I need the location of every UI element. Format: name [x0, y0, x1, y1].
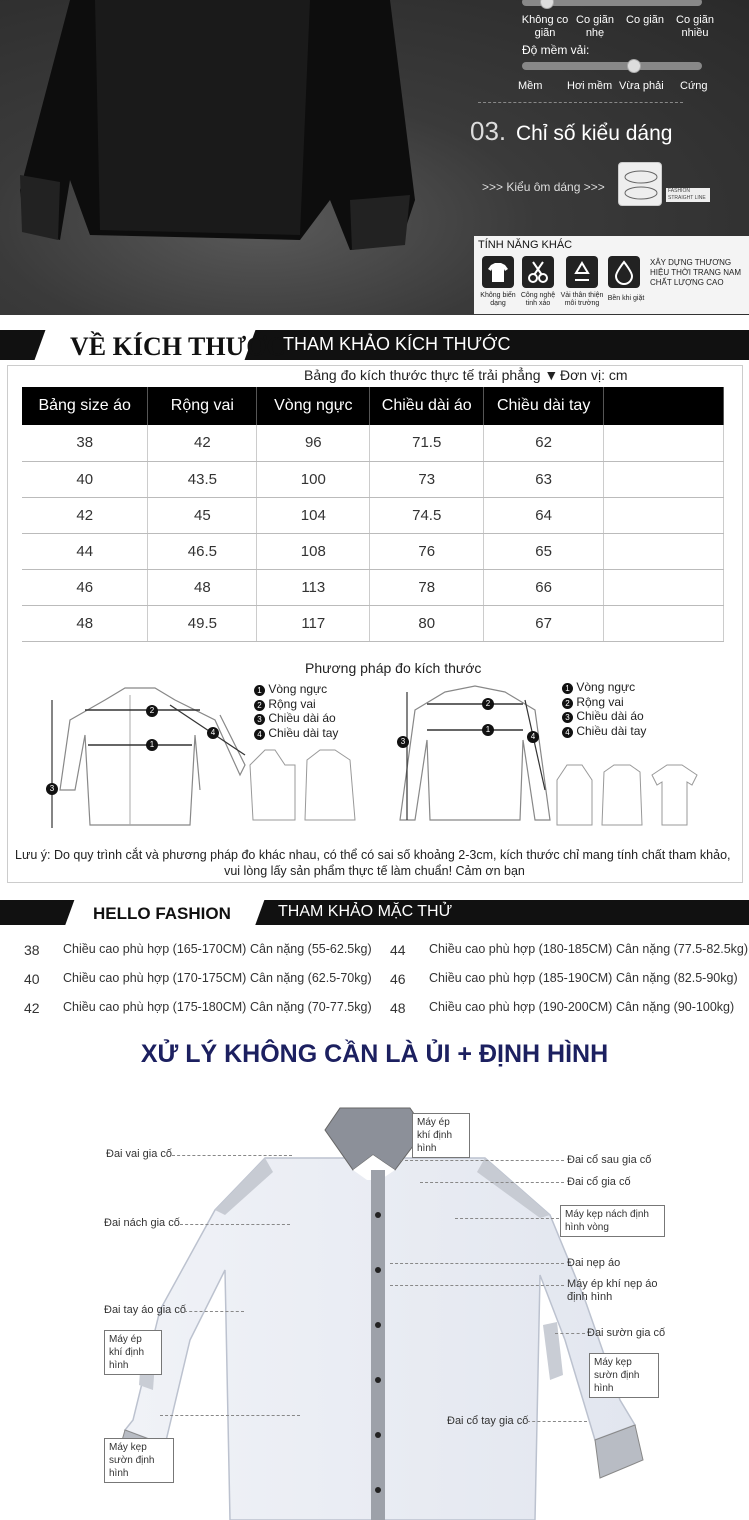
- table-row: [22, 569, 724, 605]
- table-cell: 45: [148, 497, 257, 533]
- table-cell: 46: [22, 569, 148, 605]
- table-row: [22, 605, 724, 641]
- table-cell: 76: [370, 533, 484, 569]
- line-cuff: [527, 1421, 587, 1422]
- hero-banner: [0, 0, 749, 315]
- line-side-seam: [555, 1333, 585, 1334]
- table-cell: 48: [22, 605, 148, 641]
- shirt-measure-diagram: [40, 680, 250, 830]
- fit-header-right-title: THAM KHẢO MẶC THỬ: [278, 903, 453, 920]
- section-title: Chỉ số kiểu dáng: [516, 122, 673, 145]
- table-row: [22, 425, 724, 461]
- hero-divider: [478, 102, 683, 103]
- dark-shirt-image: [0, 0, 470, 280]
- size-header-left-title: VỀ KÍCH THƯỚC: [70, 332, 286, 361]
- line-sleeve: [184, 1311, 244, 1312]
- table-cell: [604, 569, 724, 605]
- measure-item: Chiều dài tay: [268, 725, 339, 740]
- softness-label-soft: Mềm: [518, 80, 543, 92]
- label-placket: Đai nẹp áo: [567, 1257, 621, 1269]
- table-row: [22, 497, 724, 533]
- fit-label: >>> Kiểu ôm dáng >>>: [482, 180, 605, 194]
- table-cell: [604, 425, 724, 461]
- size-caption: Bảng đo kích thước thực tế trải phẳng ▼: [304, 367, 559, 383]
- table-cell: 108: [257, 533, 370, 569]
- measure-dot-2: 2: [146, 705, 158, 717]
- col-header: Vòng ngực: [257, 387, 370, 425]
- table-cell: 104: [257, 497, 370, 533]
- line-shoulder: [172, 1155, 292, 1156]
- table-cell: 100: [257, 461, 370, 497]
- fit-diagram-icon: [618, 162, 662, 206]
- table-cell: 78: [370, 569, 484, 605]
- table-cell: 46.5: [148, 533, 257, 569]
- shirt-icon: [482, 256, 514, 288]
- table-cell: 117: [257, 605, 370, 641]
- process-title: XỬ LÝ KHÔNG CẦN LÀ ỦI + ĐỊNH HÌNH: [140, 1040, 609, 1068]
- label-armhole-clamp: Máy kẹp nách định hình vòng: [560, 1205, 665, 1237]
- label-cuff: Đai cổ tay gia cố: [447, 1415, 529, 1427]
- col-header: [604, 387, 724, 425]
- fit-weight: Cân nặng (77.5-82.5kg): [616, 942, 749, 956]
- fit-height: Chiều cao phù hợp (175-180CM): [63, 1000, 247, 1014]
- measure-list-right: 1 Vòng ngực 2 Rộng vai 3 Chiều dài áo 4 Chiều dài tay: [562, 680, 646, 738]
- col-header: Bảng size áo: [22, 387, 148, 425]
- size-table: [22, 387, 724, 642]
- stretch-label-high: Co giãn nhiều: [676, 14, 714, 39]
- note-line-1: Lưu ý: Do quy trình cắt và phương pháp đo khác nhau, có thể có sai số khoảng 2-3cm, kích thước chỉ mang tính chất tham khảo,: [15, 848, 731, 862]
- fit-header-left-title: HELLO FASHION: [93, 904, 231, 923]
- table-cell: 44: [22, 533, 148, 569]
- fit-weight: Cân nặng (82.5-90kg): [616, 971, 738, 985]
- brand-text: XÂY DỰNG THƯƠNG HIỆU THỜI TRANG NAM CHẤT LƯỢNG CAO: [650, 258, 742, 287]
- softness-title: Độ mềm vải:: [522, 43, 590, 57]
- fit-size: 48: [390, 1000, 406, 1016]
- table-cell: 42: [22, 497, 148, 533]
- fit-height: Chiều cao phù hợp (165-170CM): [63, 942, 247, 956]
- softness-label-hard: Cứng: [680, 80, 708, 92]
- measure-dot-1-right: 1: [482, 724, 494, 736]
- fashion-badge: FASHION STRAIGHT LINE: [666, 188, 710, 202]
- measure-item: Chiều dài tay: [576, 723, 647, 738]
- table-cell: 49.5: [148, 605, 257, 641]
- col-header: Rộng vai: [148, 387, 257, 425]
- feature-label-3: Vải thân thiện môi trường: [560, 292, 604, 307]
- table-cell: 113: [257, 569, 370, 605]
- table-cell: 64: [484, 497, 604, 533]
- line-collar: [420, 1182, 564, 1183]
- table-cell: 62: [484, 425, 604, 461]
- features-panel: [474, 236, 749, 314]
- col-header: Chiều dài áo: [370, 387, 484, 425]
- feature-label-1: Không biến dạng: [480, 292, 516, 307]
- softness-knob: [627, 59, 641, 73]
- label-placket-press: Máy ép khí nẹp áo định hình: [567, 1278, 658, 1303]
- table-cell: 38: [22, 425, 148, 461]
- fit-size: 40: [24, 971, 40, 987]
- measure-dot-2-right: 2: [482, 698, 494, 710]
- table-cell: 63: [484, 461, 604, 497]
- softness-slider: [522, 62, 702, 70]
- stretch-label-normal: Co giãn: [626, 14, 664, 26]
- table-cell: [604, 533, 724, 569]
- label-back-collar: Đai cổ sau gia cố: [567, 1154, 652, 1166]
- line-placket: [390, 1263, 564, 1264]
- feature-label-2: Công nghệ tinh xảo: [520, 292, 556, 307]
- label-armpit: Đai nách gia cố: [104, 1217, 180, 1229]
- measure-item: Rộng vai: [576, 694, 624, 709]
- feature-label-4: Bền khi giặt: [607, 295, 645, 302]
- fit-weight: Cân nặng (55-62.5kg): [250, 942, 372, 956]
- table-row: [22, 533, 724, 569]
- softness-label-semi: Hơi mềm: [567, 80, 613, 92]
- recycle-icon: [566, 256, 598, 288]
- fit-size: 44: [390, 942, 406, 958]
- measure-dot-4-right: 4: [527, 731, 539, 743]
- measure-item: Vòng ngực: [268, 682, 328, 696]
- table-cell: [604, 497, 724, 533]
- fit-weight: Cân nặng (62.5-70kg): [250, 971, 372, 985]
- measure-item: Vòng ngực: [576, 680, 636, 694]
- table-cell: [604, 605, 724, 641]
- label-collar-press: Máy ép khí định hình: [412, 1113, 470, 1158]
- line-armpit: [180, 1224, 290, 1225]
- fit-height: Chiều cao phù hợp (180-185CM): [429, 942, 613, 956]
- table-cell: 65: [484, 533, 604, 569]
- sweater-measure-diagram: [395, 680, 555, 830]
- measure-item: Chiều dài áo: [268, 711, 336, 725]
- measure-dot-3: 3: [46, 783, 58, 795]
- measure-dot-4: 4: [207, 727, 219, 739]
- note-line-2: vui lòng lấy sản phẩm thực tế làm chuẩn! Cảm ơn bạn: [224, 864, 525, 878]
- table-cell: 66: [484, 569, 604, 605]
- section-number: 03.: [470, 116, 507, 146]
- label-left-press: Máy ép khí định hình: [104, 1330, 162, 1375]
- table-cell: 40: [22, 461, 148, 497]
- table-cell: 73: [370, 461, 484, 497]
- fit-weight: Cân nặng (90-100kg): [616, 1000, 735, 1014]
- label-right-clamp: Máy kẹp sườn định hình: [589, 1353, 659, 1398]
- table-cell: [604, 461, 724, 497]
- fit-height: Chiều cao phù hợp (185-190CM): [429, 971, 613, 985]
- hoodie-tshirt-sketches: [552, 760, 702, 830]
- label-cuff-clamp: Máy kẹp sườn định hình: [104, 1438, 174, 1483]
- jacket-sketches: [245, 745, 365, 825]
- table-cell: 80: [370, 605, 484, 641]
- line-back-collar: [400, 1160, 564, 1161]
- size-table-header: [22, 387, 724, 425]
- size-header-right-title: THAM KHẢO KÍCH THƯỚC: [283, 334, 511, 354]
- line-placket-press: [390, 1285, 564, 1286]
- fit-height: Chiều cao phù hợp (190-200CM): [429, 1000, 613, 1014]
- table-cell: 96: [257, 425, 370, 461]
- fit-size: 42: [24, 1000, 40, 1016]
- fit-weight: Cân nặng (70-77.5kg): [250, 1000, 372, 1014]
- table-cell: 67: [484, 605, 604, 641]
- method-title: Phương pháp đo kích thước: [305, 660, 482, 676]
- stretch-label-none: Không co giãn: [521, 14, 569, 39]
- measure-item: Rộng vai: [268, 696, 316, 711]
- features-title: TÍNH NĂNG KHÁC: [478, 239, 573, 251]
- label-sleeve: Đai tay áo gia cố: [104, 1304, 186, 1316]
- label-side-seam: Đai sườn gia cố: [587, 1327, 666, 1339]
- measure-list-left: 1 Vòng ngực 2 Rộng vai 3 Chiều dài áo 4 Chiều dài tay: [254, 682, 338, 740]
- size-unit: Đơn vị: cm: [560, 367, 628, 383]
- table-cell: 71.5: [370, 425, 484, 461]
- line-armhole: [455, 1218, 559, 1219]
- scissors-icon: [522, 256, 554, 288]
- measure-dot-3-right: 3: [397, 736, 409, 748]
- table-cell: 43.5: [148, 461, 257, 497]
- water-drop-icon: [608, 256, 640, 288]
- softness-label-medium: Vừa phải: [619, 80, 664, 92]
- measure-item: Chiều dài áo: [576, 709, 644, 723]
- table-cell: 48: [148, 569, 257, 605]
- fit-size: 46: [390, 971, 406, 987]
- table-cell: 74.5: [370, 497, 484, 533]
- label-collar: Đai cổ gia cố: [567, 1176, 631, 1188]
- fit-height: Chiều cao phù hợp (170-175CM): [63, 971, 247, 985]
- label-shoulder: Đai vai gia cố: [106, 1148, 173, 1160]
- measure-dot-1: 1: [146, 739, 158, 751]
- table-row: [22, 461, 724, 497]
- table-cell: 42: [148, 425, 257, 461]
- line-cuff-left: [160, 1415, 300, 1416]
- col-header: Chiều dài tay: [484, 387, 604, 425]
- stretch-knob: [540, 0, 554, 9]
- fit-size: 38: [24, 942, 40, 958]
- stretch-label-light: Co giãn nhẹ: [576, 14, 614, 39]
